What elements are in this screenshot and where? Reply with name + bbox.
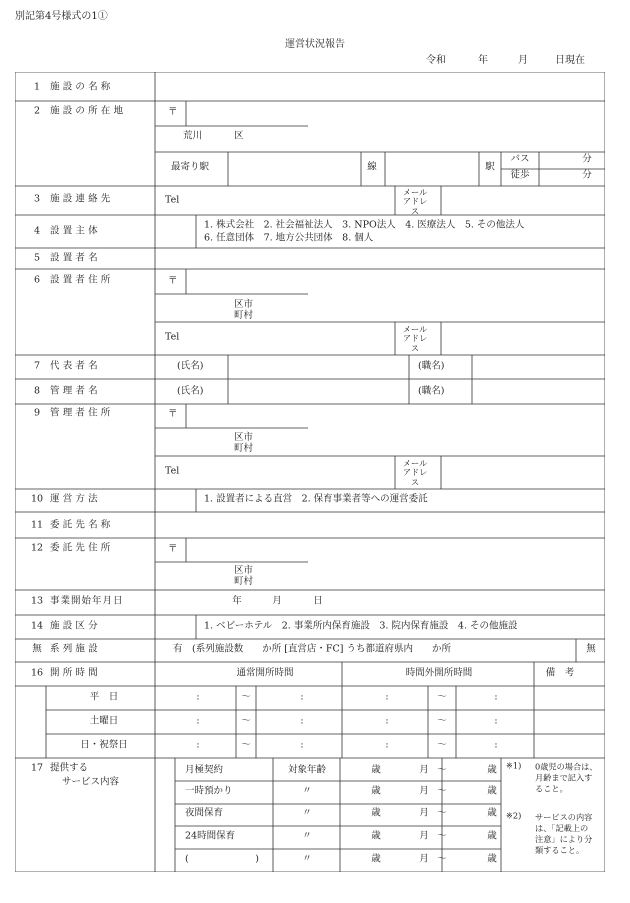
row11-label: 委託先名称: [50, 519, 114, 531]
row13-no: 13: [30, 595, 44, 607]
line-label: 線: [367, 161, 377, 173]
page-title: 運営状況報告: [285, 39, 345, 50]
row16-no: 16: [30, 667, 44, 679]
saturday-normal-sep: 〜: [241, 715, 251, 727]
walk-label: 徒歩: [510, 169, 530, 181]
service1-age-to: 歳: [487, 764, 497, 776]
bus-minutes: 分: [582, 153, 592, 165]
saturday-normal-start: :: [196, 715, 200, 727]
start-day-label: 日: [313, 595, 323, 607]
row14-label: 施設区分: [50, 620, 101, 632]
ward-prefix: 荒川: [183, 130, 203, 142]
form-grid-lines: [15, 72, 605, 872]
contractor-city-label: 区市 町村: [234, 565, 254, 587]
sunday-extra-sep: 〜: [437, 739, 447, 751]
service3-age-from: 歳: [371, 807, 381, 819]
service5-age-from: 歳: [371, 853, 381, 865]
service1-age-from: 歳: [371, 764, 381, 776]
service4-age-from: 歳: [371, 830, 381, 842]
service4-ditto: 〃: [302, 830, 312, 842]
founder-email-label: メール アドレ ス: [402, 323, 428, 353]
service-name-1: 月極契約: [185, 764, 224, 776]
row8-label: 管理者名: [50, 385, 101, 397]
row15-no: 無: [32, 643, 42, 655]
founder-type-options-2: 6. 任意団体 7. 地方公共団体 8. 個人: [204, 232, 374, 244]
row3-label: 施設連絡先: [50, 193, 114, 205]
saturday-extra-start: :: [385, 715, 389, 727]
start-month-label: 月: [272, 595, 282, 607]
row17-label-1: 提供する: [50, 762, 89, 774]
representative-name-label: (氏名): [177, 360, 204, 372]
row1-no: 1: [33, 81, 41, 93]
saturday-label: 土曜日: [89, 715, 119, 727]
date-day-current: 日現在: [555, 55, 585, 66]
date-year: 年: [478, 55, 488, 66]
representative-position-label: (職名): [418, 360, 445, 372]
service2-age-to: 歳: [487, 785, 497, 797]
service5-age-to: 歳: [487, 853, 497, 865]
operation-method-options: 1. 設置者による直営 2. 保育事業者等への運営委託: [204, 493, 428, 505]
weekday-label: 平 日: [89, 691, 119, 703]
sunday-normal-end: :: [300, 739, 304, 751]
remarks-header: 備 考: [545, 667, 575, 679]
service2-ditto: 〃: [302, 785, 312, 797]
service3-age-to: 歳: [487, 807, 497, 819]
station-label: 駅: [485, 161, 495, 173]
row8-no: 8: [33, 385, 41, 397]
founder-city-label: 区市 町村: [234, 299, 254, 321]
start-year-label: 年: [232, 595, 242, 607]
weekday-extra-sep: 〜: [437, 691, 447, 703]
date-era: 令和: [426, 55, 446, 66]
service5-sep: 〜: [437, 853, 447, 865]
note2-mark: ※2): [506, 810, 522, 821]
row2-no: 2: [33, 105, 41, 117]
row5-no: 5: [33, 252, 41, 264]
row7-label: 代表者名: [50, 360, 101, 372]
service3-ditto: 〃: [302, 807, 312, 819]
weekday-normal-end: :: [300, 691, 304, 703]
facility-tel-label: Tel: [165, 194, 180, 206]
row2-label: 施設の所在地: [50, 105, 127, 117]
service4-month-from: 月: [419, 830, 429, 842]
row9-no: 9: [33, 407, 41, 419]
service3-month-from: 月: [419, 807, 429, 819]
postal-mark-manager: 〒: [168, 408, 178, 420]
row4-label: 設置主体: [50, 225, 101, 237]
service5-month-from: 月: [419, 853, 429, 865]
service2-age-from: 歳: [371, 785, 381, 797]
sunday-extra-start: :: [385, 739, 389, 751]
row17-no: 17: [30, 762, 44, 774]
row5-label: 設置者名: [50, 252, 101, 264]
manager-tel-label: Tel: [165, 465, 180, 477]
weekday-extra-end: :: [494, 691, 498, 703]
saturday-extra-sep: 〜: [437, 715, 447, 727]
row15-label: 系列施設: [50, 643, 101, 655]
service4-age-to: 歳: [487, 830, 497, 842]
sunday-normal-start: :: [196, 739, 200, 751]
normal-hours-header: 通常開所時間: [236, 667, 294, 679]
row14-no: 14: [30, 620, 44, 632]
bus-label: バス: [510, 153, 530, 165]
affiliated-no-label: 無: [586, 643, 596, 655]
row4-no: 4: [33, 225, 41, 237]
facility-category-options: 1. ベビーホテル 2. 事業所内保育施設 3. 院内保育施設 4. その他施設: [204, 620, 518, 632]
row13-label: 事業開始年月日: [50, 595, 124, 607]
note1-text: 0歳児の場合は、 月齢まで記入す ること。: [535, 761, 598, 794]
walk-minutes: 分: [582, 169, 592, 181]
form-number: 別記第4号様式の1①: [15, 11, 108, 22]
service3-sep: 〜: [437, 807, 447, 819]
report-form: [15, 72, 605, 872]
row9-label: 管理者住所: [50, 407, 114, 419]
service-name-5: ( ): [185, 853, 259, 865]
sunday-extra-end: :: [494, 739, 498, 751]
manager-email-label: メール アドレ ス: [402, 457, 428, 487]
manager-name-label: (氏名): [177, 385, 204, 397]
sunday-holiday-label: 日・祝祭日: [80, 739, 128, 751]
service4-sep: 〜: [437, 830, 447, 842]
service2-month-from: 月: [419, 785, 429, 797]
row12-no: 12: [30, 542, 44, 554]
postal-mark-facility: 〒: [168, 106, 178, 118]
row10-label: 運営方法: [50, 493, 101, 505]
row16-label: 開所時間: [50, 667, 101, 679]
postal-mark-founder: 〒: [168, 275, 178, 287]
date-month: 月: [518, 55, 528, 66]
row6-label: 設置者住所: [50, 274, 114, 286]
service-name-4: 24時間保育: [185, 830, 236, 842]
service1-month-from: 月: [419, 764, 429, 776]
note1-mark: ※1): [506, 760, 522, 771]
row1-label: 施設の名称: [50, 81, 114, 93]
weekday-extra-start: :: [385, 691, 389, 703]
founder-tel-label: Tel: [165, 331, 180, 343]
note2-text: サービスの内容 は、「記載上の 注意」により分 類すること。: [535, 811, 593, 856]
saturday-extra-end: :: [494, 715, 498, 727]
service5-ditto: 〃: [302, 853, 312, 865]
extra-hours-header: 時間外開所時間: [405, 667, 473, 679]
weekday-normal-sep: 〜: [241, 691, 251, 703]
affiliated-yes-detail: 有 (系列施設数 か所 [直営店・FC] うち都道府県内 か所: [173, 643, 452, 655]
row12-label: 委託先住所: [50, 542, 114, 554]
manager-city-label: 区市 町村: [234, 432, 254, 454]
service1-sep: 〜: [437, 764, 447, 776]
service-name-3: 夜間保育: [185, 807, 224, 819]
row3-no: 3: [33, 193, 41, 205]
service2-sep: 〜: [437, 785, 447, 797]
manager-position-label: (職名): [418, 385, 445, 397]
sunday-normal-sep: 〜: [241, 739, 251, 751]
row11-no: 11: [30, 519, 44, 531]
saturday-normal-end: :: [300, 715, 304, 727]
service-name-2: 一時預かり: [185, 785, 233, 797]
row10-no: 10: [30, 493, 44, 505]
row7-no: 7: [33, 360, 41, 372]
facility-email-label: メール アドレ ス: [402, 186, 428, 216]
ward-suffix: 区: [234, 130, 244, 142]
founder-type-options-1: 1. 株式会社 2. 社会福祉法人 3. NPO法人 4. 医療法人 5. その他法人: [204, 219, 525, 231]
nearest-station-label: 最寄り駅: [171, 161, 210, 173]
target-age-header: 対象年齢: [287, 764, 327, 776]
row6-no: 6: [33, 274, 41, 286]
postal-mark-contractor: 〒: [168, 543, 178, 555]
row17-label-2: サービス内容: [62, 776, 120, 788]
weekday-normal-start: :: [196, 691, 200, 703]
